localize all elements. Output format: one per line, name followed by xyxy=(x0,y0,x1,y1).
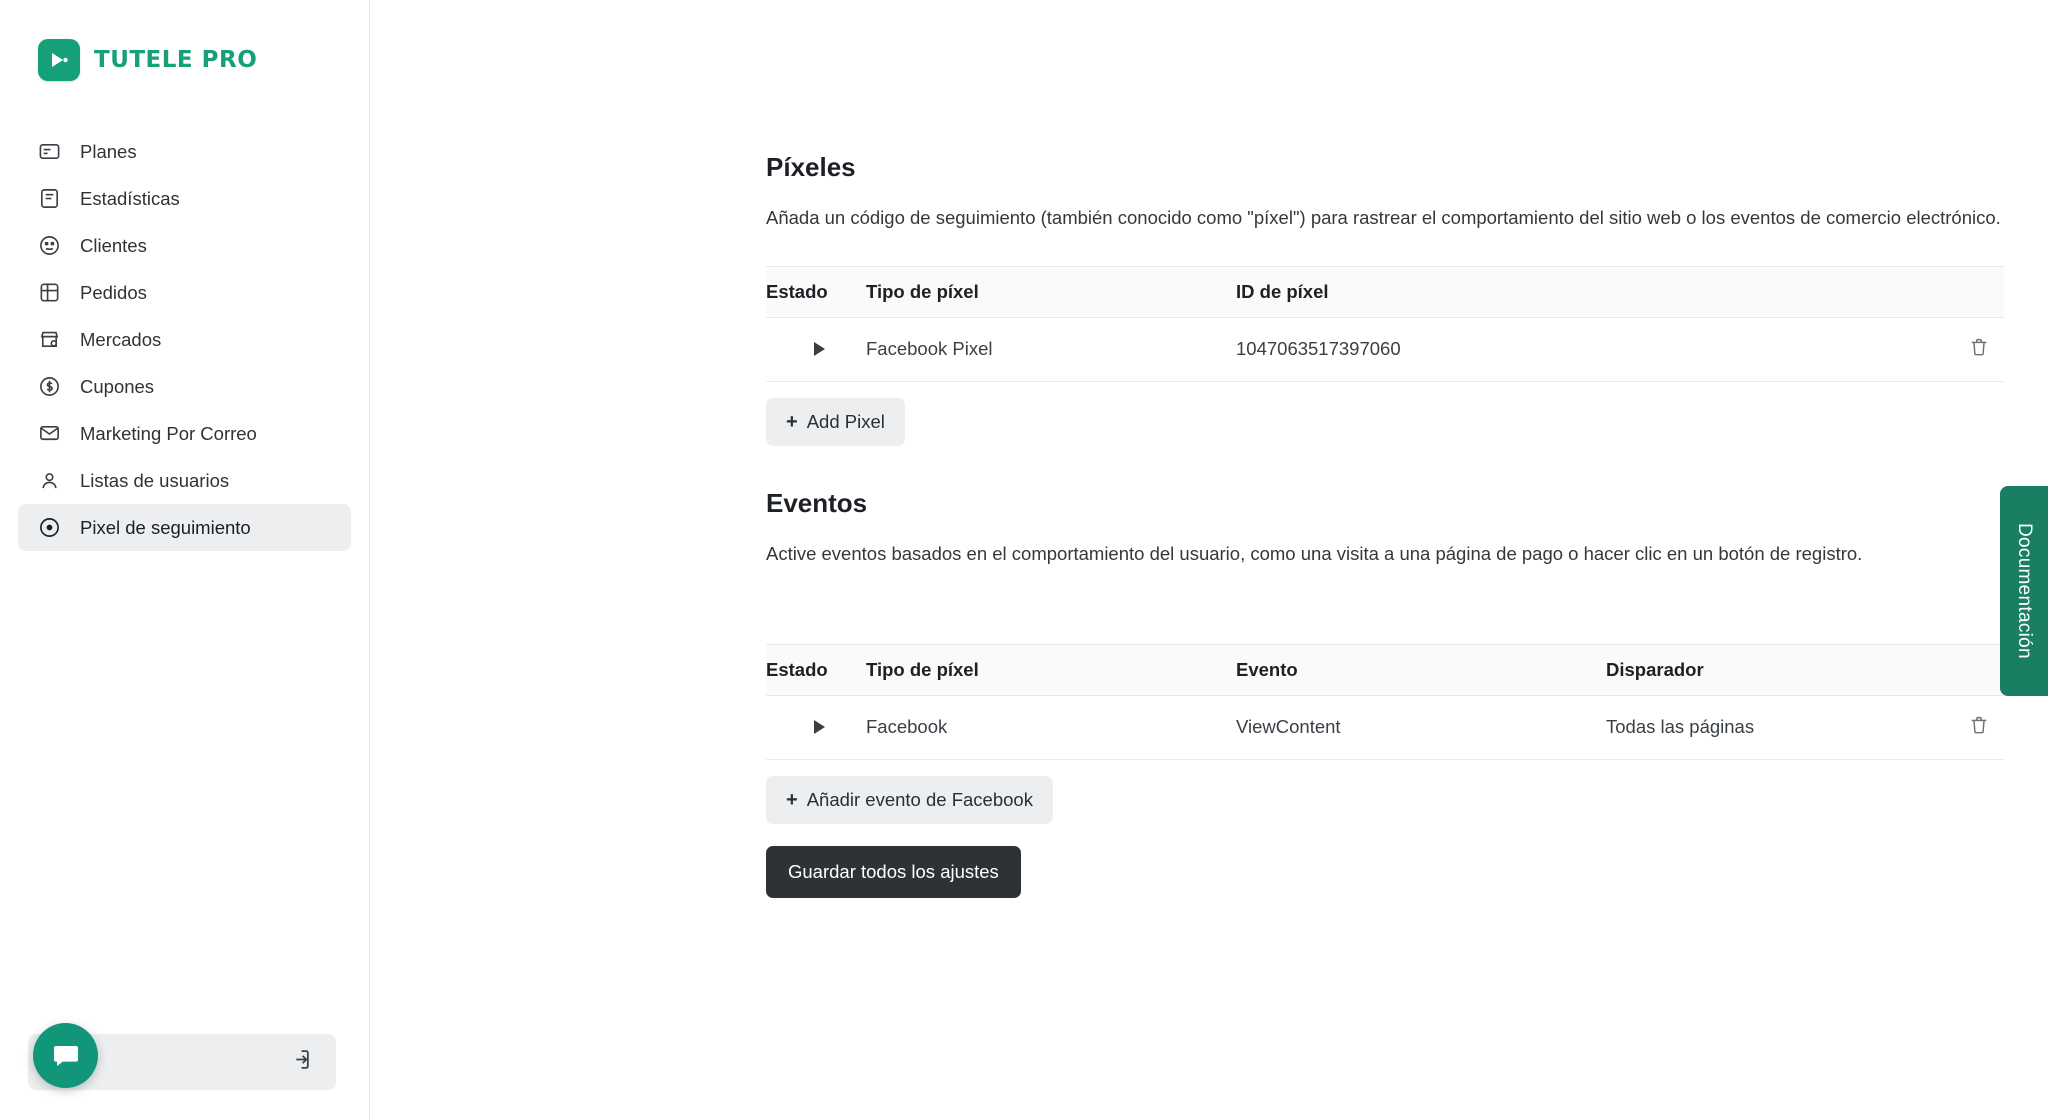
column-header-tipo-de-pixel: Tipo de píxel xyxy=(866,644,1236,695)
sidebar-item-label: Marketing Por Correo xyxy=(80,422,257,444)
column-header-actions xyxy=(1944,644,2004,695)
table-header-row xyxy=(766,266,2004,317)
column-header-estado: Estado xyxy=(766,644,866,695)
save-all-settings-label: Guardar todos los ajustes xyxy=(788,860,999,882)
add-pixel-label: Add Pixel xyxy=(806,410,885,432)
events-table xyxy=(766,644,2004,760)
brand-name: TUTELE PRO xyxy=(94,47,258,73)
sidebar-item-label: Estadísticas xyxy=(80,187,180,209)
eventos-description: Active eventos basados en el comportamiento del usuario, como una visita a una página de pago o hacer clic en un botón de registro. xyxy=(766,542,1863,564)
main-content xyxy=(370,0,2048,1120)
sidebar-item-label: Pedidos xyxy=(80,281,147,303)
pixel-delete-cell xyxy=(1944,317,2004,381)
event-name-cell: ViewContent xyxy=(1236,695,1606,759)
sidebar xyxy=(0,0,370,1120)
add-facebook-event-button[interactable] xyxy=(766,776,1053,824)
page-title-eventos: Eventos xyxy=(766,487,868,518)
mail-marketing-icon xyxy=(36,421,62,447)
chat-bubble-icon[interactable] xyxy=(33,1023,98,1088)
plus-icon: + xyxy=(786,410,798,433)
column-header-actions xyxy=(1944,266,2004,317)
grid-orders-icon xyxy=(36,280,62,306)
table-header-row xyxy=(766,644,2004,695)
event-delete-cell xyxy=(1944,695,2004,759)
user-list-icon xyxy=(36,468,62,494)
documentation-tab-label: Documentación xyxy=(2014,523,2035,659)
pixels-table xyxy=(766,266,2004,382)
add-facebook-event-label: Añadir evento de Facebook xyxy=(806,788,1033,810)
logout-icon[interactable] xyxy=(287,1047,312,1077)
event-row-expand[interactable] xyxy=(766,695,866,759)
sidebar-item-cupones[interactable] xyxy=(18,363,351,410)
sidebar-item-label: Mercados xyxy=(80,328,162,350)
market-store-icon xyxy=(36,327,62,353)
add-pixel-button[interactable] xyxy=(766,398,905,446)
sidebar-item-mercados[interactable] xyxy=(18,316,351,363)
sidebar-item-estadisticas[interactable] xyxy=(18,175,351,222)
sidebar-item-planes[interactable] xyxy=(18,128,351,175)
sidebar-item-pedidos[interactable] xyxy=(18,269,351,316)
trash-icon[interactable] xyxy=(1968,336,1990,363)
plus-icon: + xyxy=(786,788,798,811)
sidebar-item-marketing-por-correo[interactable] xyxy=(18,410,351,457)
column-header-estado: Estado xyxy=(766,266,866,317)
sidebar-item-label: Planes xyxy=(80,140,137,162)
table-row xyxy=(766,317,2004,381)
sidebar-item-clientes[interactable] xyxy=(18,222,351,269)
sidebar-nav xyxy=(0,128,369,551)
pixel-type-cell: Facebook Pixel xyxy=(866,317,1236,381)
clients-face-icon xyxy=(36,233,62,259)
column-header-tipo-de-pixel: Tipo de píxel xyxy=(866,266,1236,317)
documentation-tab[interactable] xyxy=(2000,486,2048,696)
save-all-settings-button[interactable] xyxy=(766,846,1021,898)
sidebar-item-pixel-de-seguimiento[interactable] xyxy=(18,504,351,551)
sidebar-item-label: Listas de usuarios xyxy=(80,469,230,491)
sidebar-item-label: Cupones xyxy=(80,375,155,397)
brand[interactable] xyxy=(0,0,369,90)
coin-coupon-icon xyxy=(36,374,62,400)
trash-icon[interactable] xyxy=(1968,714,1990,741)
tutele-logo-icon xyxy=(38,39,80,81)
column-header-evento: Evento xyxy=(1236,644,1606,695)
pixel-id-cell: 1047063517397060 xyxy=(1236,317,1944,381)
event-type-cell: Facebook xyxy=(866,695,1236,759)
table-row xyxy=(766,695,2004,759)
card-icon xyxy=(36,139,62,165)
column-header-disparador: Disparador xyxy=(1606,644,1944,695)
target-pixel-icon xyxy=(36,515,62,541)
expand-caret-icon[interactable] xyxy=(814,720,825,734)
pixeles-description: Añada un código de seguimiento (también conocido como "píxel") para rastrear el comportamiento del sitio web o los eventos de comercio electrónico. xyxy=(766,207,2001,228)
sidebar-item-listas-de-usuarios[interactable] xyxy=(18,457,351,504)
sidebar-item-label: Pixel de seguimiento xyxy=(80,516,251,538)
pixel-row-expand[interactable] xyxy=(766,317,866,381)
page-title-pixeles: Píxeles xyxy=(766,152,856,182)
sidebar-item-label: Clientes xyxy=(80,234,147,256)
stats-document-icon xyxy=(36,186,62,212)
column-header-id-de-pixel: ID de píxel xyxy=(1236,266,1944,317)
settings-panel xyxy=(766,152,2004,898)
event-trigger-cell: Todas las páginas xyxy=(1606,695,1944,759)
expand-caret-icon[interactable] xyxy=(814,342,825,356)
